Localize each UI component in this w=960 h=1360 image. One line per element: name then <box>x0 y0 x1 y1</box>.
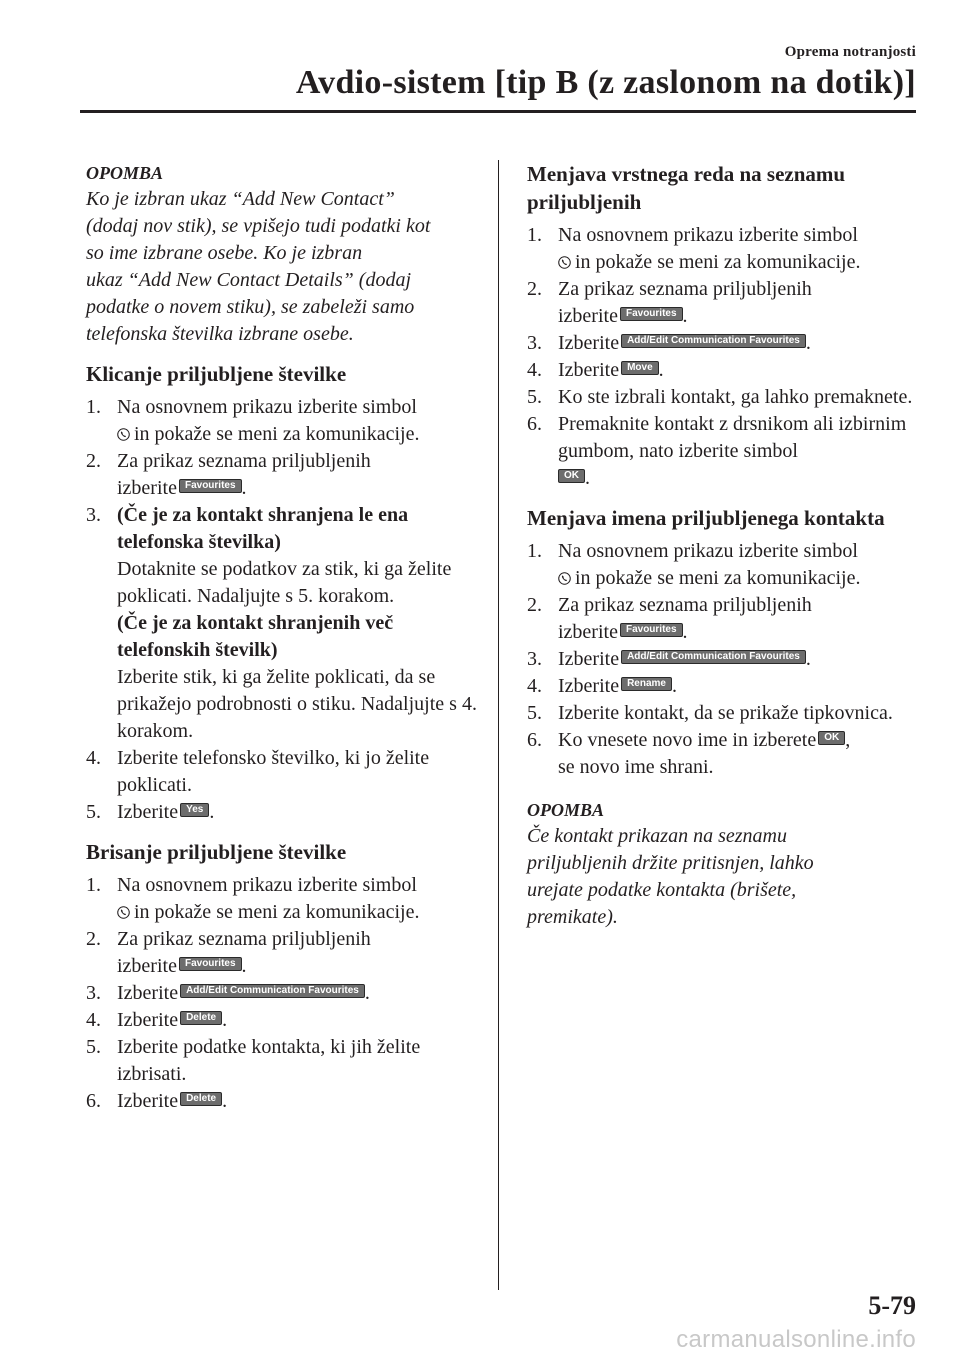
list-item: 5. Izberite kontakt, da se prikaže tipkovnica. <box>527 702 893 724</box>
list-item: 2. Za prikaz seznama priljubljenih izberite Favourites . <box>527 278 812 327</box>
note-line: podatke o novem stiku), se zabeleži samo <box>86 296 415 318</box>
note-body <box>527 823 919 931</box>
header-rule <box>80 110 916 113</box>
note-line: telefonska številka izbrane osebe. <box>86 323 354 345</box>
favourites-button[interactable]: Favourites <box>179 957 242 971</box>
note-body <box>86 186 481 348</box>
note-title: OPOMBA <box>86 163 164 183</box>
list-item: 5. Izberite Yes . <box>86 801 215 823</box>
rename-steps <box>527 538 919 781</box>
list-item: 4. Izberite Delete . <box>86 1009 228 1031</box>
left-column <box>86 160 481 1115</box>
page-title: Avdio-sistem [tip B (z zaslonom na dotik)] <box>295 64 916 101</box>
list-item: 5. Ko ste izbrali kontakt, ga lahko premaknete. <box>527 386 913 408</box>
list-item: 2. Za prikaz seznama priljubljenih izberite Favourites . <box>86 928 371 977</box>
note-line: ukaz “Add New Contact Details” (dodaj <box>86 269 411 291</box>
note-title: OPOMBA <box>527 800 605 820</box>
yes-button[interactable]: Yes <box>180 803 209 817</box>
note-line: (dodaj nov stik), se vpišejo tudi podatki kot <box>86 215 431 237</box>
list-item: 6. Premaknite kontakt z drsnikom ali izbirnim gumbom, nato izberite simbol OK . <box>527 413 907 489</box>
delete-steps <box>86 872 481 1115</box>
favourites-button[interactable]: Favourites <box>179 479 242 493</box>
add-edit-favourites-button[interactable]: Add/Edit Communication Favourites <box>621 650 806 664</box>
note-line: Ko je izbran ukaz “Add New Contact” <box>86 188 395 210</box>
list-item: 2. Za prikaz seznama priljubljenih izberite Favourites . <box>527 594 812 643</box>
watermark: carmanualsonline.info <box>676 1326 916 1353</box>
favourites-button[interactable]: Favourites <box>620 623 683 637</box>
page-number: 5-79 <box>868 1291 916 1320</box>
note-line: Če kontakt prikazan na seznamu <box>527 825 787 847</box>
section-heading-call: Klicanje priljubljene številke <box>86 362 347 386</box>
add-edit-favourites-button[interactable]: Add/Edit Communication Favourites <box>621 334 806 348</box>
ok-button[interactable]: OK <box>818 731 845 745</box>
right-column <box>527 160 919 931</box>
list-item: 1. Na osnovnem prikazu izberite simbol in pokaže se meni za komunikacije. <box>527 540 861 589</box>
note-line: urejate podatke kontakta (brišete, <box>527 879 797 901</box>
rename-button[interactable]: Rename <box>621 677 672 691</box>
phone-icon <box>558 256 571 269</box>
list-item: 6. Izberite Delete . <box>86 1090 228 1112</box>
list-item: 3. Izberite Add/Edit Communication Favourites . <box>527 332 811 354</box>
section-heading-order: Menjava vrstnega reda na seznamu priljubljenih <box>527 162 846 214</box>
note-line: premikate). <box>527 906 618 928</box>
delete-button[interactable]: Delete <box>180 1011 222 1025</box>
list-item: 1. Na osnovnem prikazu izberite simbol in pokaže se meni za komunikacije. <box>86 396 420 445</box>
list-item: 4. Izberite Rename . <box>527 675 677 697</box>
phone-icon <box>117 428 130 441</box>
delete-button[interactable]: Delete <box>180 1092 222 1106</box>
list-item: 6. Ko vnesete novo ime in izberete OK , se novo ime shrani. <box>527 729 851 778</box>
section-heading-rename: Menjava imena priljubljenega kontakta <box>527 506 885 530</box>
list-item: 1. Na osnovnem prikazu izberite simbol in pokaže se meni za komunikacije. <box>86 874 420 923</box>
column-divider <box>498 160 499 1290</box>
favourites-button[interactable]: Favourites <box>620 307 683 321</box>
section-label: Oprema notranjosti <box>784 44 916 60</box>
ok-button[interactable]: OK <box>558 469 585 483</box>
add-edit-favourites-button[interactable]: Add/Edit Communication Favourites <box>180 984 365 998</box>
phone-icon <box>117 906 130 919</box>
list-item: 3. Izberite Add/Edit Communication Favourites . <box>527 648 811 670</box>
list-item: 4. Izberite telefonsko številko, ki jo želite poklicati. <box>86 747 430 796</box>
list-item: 5. Izberite podatke kontakta, ki jih želite izbrisati. <box>86 1036 421 1085</box>
note-line: priljubljenih držite pritisnjen, lahko <box>527 852 814 874</box>
move-button[interactable]: Move <box>621 361 659 375</box>
order-steps <box>527 222 919 492</box>
list-item: 3. Izberite Add/Edit Communication Favourites . <box>86 982 370 1004</box>
section-heading-delete: Brisanje priljubljene številke <box>86 840 347 864</box>
call-steps <box>86 394 481 826</box>
phone-icon <box>558 572 571 585</box>
list-item: 2. Za prikaz seznama priljubljenih izberite Favourites . <box>86 450 371 499</box>
list-item: 1. Na osnovnem prikazu izberite simbol in pokaže se meni za komunikacije. <box>527 224 861 273</box>
note-line: so ime izbrane osebe. Ko je izbran <box>86 242 363 264</box>
list-item: 3. (Če je za kontakt shranjena le ena telefonska številka) Dotaknite se podatkov za stik, ki ga želite poklicati. Nadaljujte s 5. korakom. (Če je za kontakt shranjenih več telefonskih številk) Izberite stik, ki ga želite poklicati, da se prikažejo podrobnosti o stiku. Nadaljujte s 4. korakom. <box>86 504 477 742</box>
list-item: 4. Izberite Move . <box>527 359 664 381</box>
